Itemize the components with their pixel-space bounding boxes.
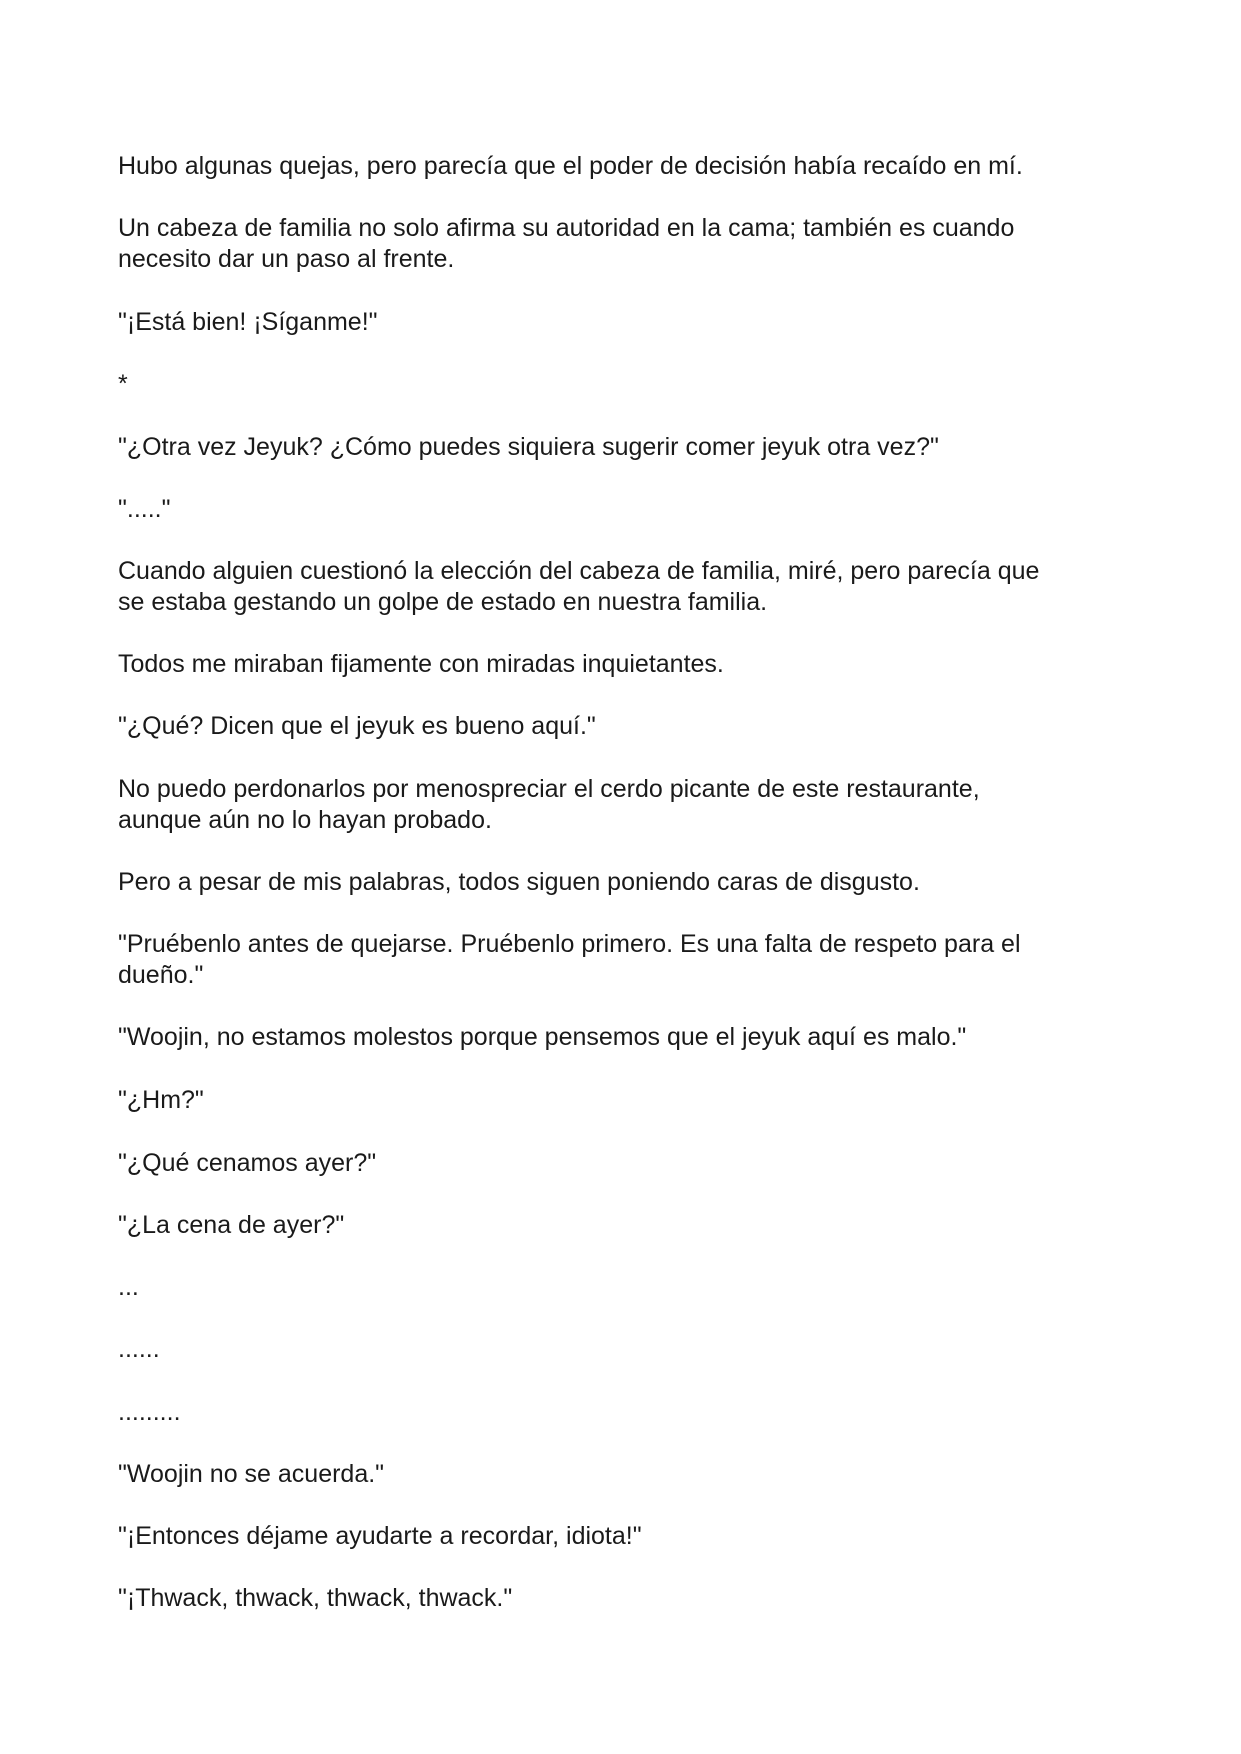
text-line: ...... (118, 1335, 160, 1363)
text-line: "¡Thwack, thwack, thwack, thwack." (118, 1584, 513, 1612)
paragraph (118, 1521, 1128, 1552)
paragraph (118, 1022, 1128, 1053)
paragraph (118, 1148, 1128, 1179)
paragraph (118, 1085, 1128, 1116)
paragraph (118, 494, 1128, 525)
text-line: "¡Está bien! ¡Síganme!" (118, 308, 378, 336)
text-line: ... (118, 1273, 139, 1301)
paragraph (118, 432, 1128, 463)
paragraph (118, 556, 1128, 618)
text-line: ......... (118, 1398, 181, 1426)
scene-break (118, 369, 1128, 400)
paragraph (118, 1397, 1128, 1428)
paragraph (118, 711, 1128, 742)
paragraph (118, 1459, 1128, 1490)
paragraph (118, 649, 1128, 680)
text-line: "¡Entonces déjame ayudarte a recordar, idiota!" (118, 1522, 642, 1550)
paragraph (118, 213, 1128, 275)
text-line: dueño." (118, 961, 204, 989)
paragraph (118, 867, 1128, 898)
text-line: aunque aún no lo hayan probado. (118, 806, 492, 834)
paragraph (118, 774, 1128, 836)
paragraph (118, 1583, 1128, 1614)
paragraph (118, 151, 1128, 182)
text-line: "Woojin, no estamos molestos porque pensemos que el jeyuk aquí es malo." (118, 1023, 967, 1051)
paragraph (118, 929, 1128, 991)
text-line: necesito dar un paso al frente. (118, 245, 455, 273)
text-line: * (118, 370, 128, 398)
text-line: Todos me miraban fijamente con miradas inquietantes. (118, 650, 724, 678)
text-line: No puedo perdonarlos por menospreciar el cerdo picante de este restaurante, (118, 775, 980, 803)
text-line: "¿Otra vez Jeyuk? ¿Cómo puedes siquiera sugerir comer jeyuk otra vez?" (118, 433, 939, 461)
text-line: "¿Qué cenamos ayer?" (118, 1149, 377, 1177)
text-line: Un cabeza de familia no solo afirma su autoridad en la cama; también es cuando (118, 214, 1015, 242)
text-line: se estaba gestando un golpe de estado en nuestra familia. (118, 588, 768, 616)
text-line: "Pruébenlo antes de quejarse. Pruébenlo primero. Es una falta de respeto para el (118, 930, 1021, 958)
text-line: "Woojin no se acuerda." (118, 1460, 385, 1488)
text-line: Hubo algunas quejas, pero parecía que el poder de decisión había recaído en mí. (118, 152, 1023, 180)
paragraph (118, 307, 1128, 338)
text-line: "¿Qué? Dicen que el jeyuk es bueno aquí." (118, 712, 596, 740)
paragraph (118, 1210, 1128, 1241)
text-line: "....." (118, 495, 171, 523)
text-line: "¿Hm?" (118, 1086, 204, 1114)
paragraph (118, 1334, 1128, 1365)
text-line: Cuando alguien cuestionó la elección del cabeza de familia, miré, pero parecía que (118, 557, 1040, 585)
text-line: Pero a pesar de mis palabras, todos siguen poniendo caras de disgusto. (118, 868, 920, 896)
text-line: "¿La cena de ayer?" (118, 1211, 345, 1239)
paragraph (118, 1272, 1128, 1303)
